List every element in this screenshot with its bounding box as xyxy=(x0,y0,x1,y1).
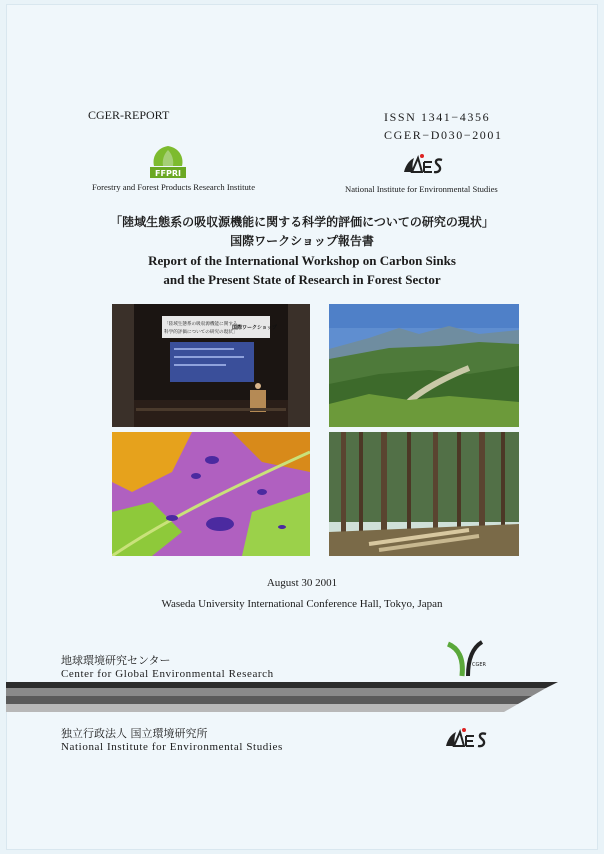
slide-badge: 国際ワークショップ xyxy=(232,325,277,331)
slide-title-line2: 科学的評価についての研究の現状」 xyxy=(164,330,238,335)
decorative-band xyxy=(6,682,566,712)
photo-mountain-valley xyxy=(329,304,519,427)
nies-name-japanese: 独立行政法人 国立環境研究所 xyxy=(61,727,208,740)
series-label: CGER-REPORT xyxy=(88,108,170,122)
cger-name-japanese: 地球環境研究センター xyxy=(61,654,171,667)
cger-logo-text: CGER xyxy=(472,662,486,668)
nies-footer-logo xyxy=(442,724,490,752)
workshop-date: August 30 2001 xyxy=(266,577,338,589)
report-cover xyxy=(6,4,598,850)
title-english-line2: and the Present State of Research in Forest Sector xyxy=(163,272,441,287)
cger-logo xyxy=(444,638,486,680)
cger-name-english: Center for Global Environmental Research xyxy=(61,668,274,680)
photo-forest-logs xyxy=(329,432,519,556)
nies-name: National Institute for Environmental Studies xyxy=(345,184,498,194)
nies-logo xyxy=(400,150,446,178)
nies-name-english: National Institute for Environmental Studies xyxy=(61,741,283,753)
title-japanese-line1: 「陸域生態系の吸収源機能に関する科学的評価についての研究の現状」 xyxy=(110,215,494,229)
photo-conference-hall xyxy=(112,304,310,427)
title-english-line1: Report of the International Workshop on Carbon Sinks xyxy=(148,253,456,268)
photo-satellite-map xyxy=(112,432,310,556)
ffpri-name: Forestry and Forest Products Research Institute xyxy=(92,182,256,192)
workshop-venue: Waseda University International Conference Hall, Tokyo, Japan xyxy=(161,598,443,610)
report-number: CGER−D030−2001 xyxy=(384,128,503,142)
title-japanese-line2: 国際ワークショップ報告書 xyxy=(230,234,374,248)
issn-number: ISSN 1341−4356 xyxy=(384,110,491,124)
issn-block xyxy=(384,108,503,144)
ffpri-logo xyxy=(146,144,190,180)
slide-title-line1: 「陸域生態系の吸収源機能に関する xyxy=(164,322,238,327)
ffpri-logo-text: FFPRI xyxy=(155,169,181,178)
report-title xyxy=(6,213,598,289)
